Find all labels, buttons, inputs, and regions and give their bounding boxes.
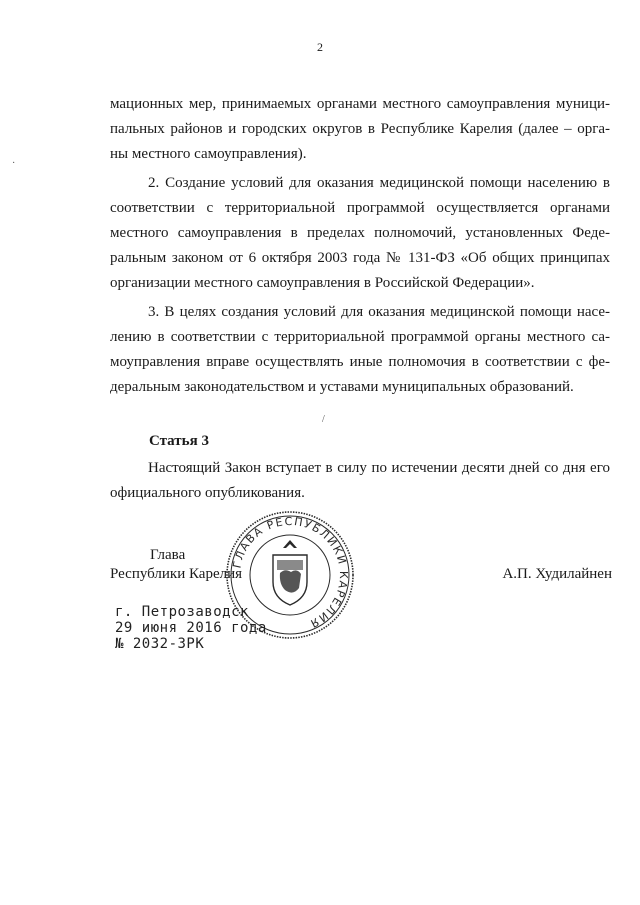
paragraph-3-line-3: моуправления вправе осуществлять иные полномочия в соответствии с фе-	[110, 354, 610, 370]
page-number: 2	[317, 40, 323, 54]
stamp-number: № 2032-ЗРК	[115, 636, 205, 652]
paragraph-3-line-1: 3. В целях создания условий для оказания медицинской помощи насе-	[148, 304, 610, 320]
stamp-date: 29 июня 2016 года	[115, 620, 267, 636]
signature-organization: Республики Карелия	[110, 566, 243, 582]
scan-mark: /	[322, 414, 325, 425]
coat-of-arms-icon	[273, 540, 307, 605]
paragraph-2-line-1: 2. Создание условий для оказания медицинской помощи населению в	[148, 175, 610, 191]
stamp-city: г. Петрозаводск	[115, 604, 249, 620]
seal-ring-text: ГЛАВА РЕСПУБЛИКИ КАРЕЛИЯ	[230, 514, 351, 631]
paragraph-3-line-2: лению в соответствии с территориальной программой органы местного са-	[110, 329, 610, 345]
article-3-line-1: Настоящий Закон вступает в силу по истечении десяти дней со дня его	[148, 460, 610, 476]
paragraph-1-line-1: мационных мер, принимаемых органами местного самоуправления муници-	[110, 96, 610, 112]
paragraph-3-line-4: деральным законодательством и уставами муниципальных образований.	[110, 379, 574, 395]
paragraph-2-line-2: соответствии с территориальной программой осуществляется органами	[110, 200, 610, 216]
paragraph-1-line-2: пальных районов и городских округов в Республике Карелия (далее – орга-	[110, 121, 610, 137]
paragraph-2-line-3: местного самоуправления в пределах полномочий, установленных Феде-	[110, 225, 610, 241]
scan-dot: ·	[12, 158, 16, 169]
signature-title: Глава	[150, 547, 186, 563]
paragraph-1-line-3: ны местного самоуправления).	[110, 146, 307, 162]
paragraph-2-line-5: организации местного самоуправления в Российской Федерации».	[110, 275, 535, 291]
article-3-heading: Статья 3	[149, 433, 209, 449]
paragraph-2-line-4: ральным законом от 6 октября 2003 года № 131-ФЗ «Об общих принципах	[110, 250, 610, 266]
article-3-line-2: официального опубликования.	[110, 485, 305, 501]
signature-name: А.П. Худилайнен	[502, 566, 612, 582]
